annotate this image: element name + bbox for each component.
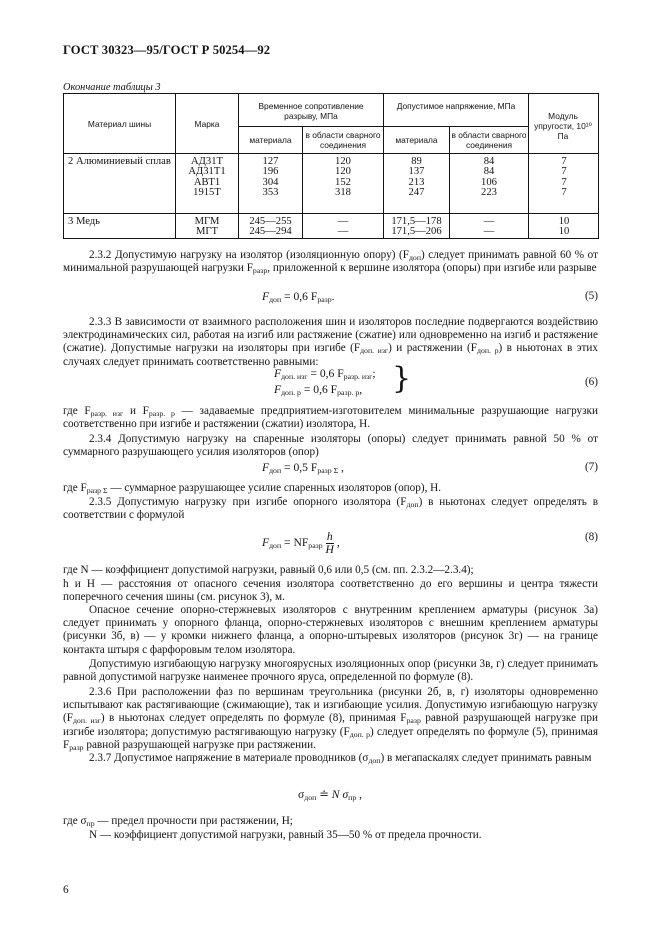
paragraph-multi-tier: Допустимую изгибающую нагрузку многоярусных изоляционных опор (рисунки 3в, г) следует принимать равной допустимой нагрузке наименее прочного яруса, определенной по формуле (8). xyxy=(63,658,598,684)
row1-resist-material: 127 196 304 353 xyxy=(262,156,279,199)
paragraph-2-3-2: 2.3.2 Допустимую нагрузку на изолятор (изоляционную опору) $(F_{доп})$ следует принимать равной 60 % от минимальной разрушающей нагрузки $F_{разр}$, приложенной к вершине изолятора (опоры) при изгибе или разрыве xyxy=(63,249,598,276)
sub-head-material-2: материала xyxy=(395,135,438,145)
where-9: где $\sigma_{пр}$ — предел прочности при растяжении, Н; xyxy=(63,815,293,828)
row2-material: 3 Медь xyxy=(68,216,101,227)
col-head-brand: Марка xyxy=(194,119,220,129)
sub-head-material-1: материала xyxy=(249,135,292,145)
page-number: 6 xyxy=(63,884,69,896)
paragraph-2-3-7: 2.3.7 Допустимое напряжение в материале проводников $(\sigma_{доп})$ в мегапаскалях следует принимать равным xyxy=(89,752,592,765)
where-8-n: где N — коэффициент допустимой нагрузки, равный 0,6 или 0,5 (см. пп. 2.3.2—2.3.4); xyxy=(63,564,474,576)
formula-7-number: (7) xyxy=(584,461,598,473)
formula-6-number: (6) xyxy=(584,376,598,388)
row1-brands: АД31Т АД31Т1 АВТ1 1915Т xyxy=(188,156,226,199)
sub-head-weld-1: в области сварного соединения xyxy=(305,130,381,150)
formula-6-brace: } xyxy=(392,361,412,396)
table-caption: Окончание таблицы 3 xyxy=(63,82,161,93)
where-6: где $F_{разр. изг}$ и $F_{разр. р}$ — задаваемые предприятием-изготовителем минимальные разрушающие нагрузки соответственно при изгибе и растяжении (сжатии) изолятора, Н. xyxy=(63,405,598,431)
row2-allow-weld: — — xyxy=(483,216,495,238)
paragraph-2-3-5: 2.3.5 Допустимую нагрузку при изгибе опорного изолятора $(F_{доп})$ в ньютонах следует определять в соответствии с формулой xyxy=(63,496,598,522)
formula-6-line-1: $F_{доп. изг} = 0,6$ $F_{разр. изг}$; xyxy=(274,367,376,381)
row1-modulus: 7 7 7 7 xyxy=(561,156,567,199)
row1-allow-weld: 84 84 106 223 xyxy=(481,156,497,199)
where-8-h: h и H — расстояния от опасного сечения изолятора соответственно до его вершины и центра тяжести поперечного сечения шины (см. рисунок 3), м. xyxy=(63,578,598,604)
row1-material: 2 Алюминиевый сплав xyxy=(68,156,171,167)
col-head-resistance: Временное сопротивление разрыву, МПа xyxy=(258,101,364,121)
document-header: ГОСТ 30323—95/ГОСТ Р 50254—92 xyxy=(63,43,271,57)
formula-5: $F_{доп} = 0,6$ $F_{разр}$. xyxy=(262,290,335,304)
formula-9: $\sigma_{доп}$ ≐ N $\sigma_{пр}$ , xyxy=(298,788,363,802)
paragraph-2-3-3: 2.3.3 В зависимости от взаимного расположения шин и изоляторов последние подвергаются воздействию электродинамических сил, работая на изгиб или растяжение (сжатие) или одновременно на изгиб и растяжение (сжатие). Допустимые нагрузки на изоляторы при изгибе $(F_{доп. изг})$ и растяжении $(F_{доп. р})$ в ньютонах в этих случаях следует принимать соответственно равными: xyxy=(63,316,598,368)
col-head-material: Материал шины xyxy=(87,119,152,129)
formula-8-fraction: $\frac{h}{H}$ xyxy=(325,530,334,556)
paragraph-danger-section: Опасное сечение опорно-стержневых изоляторов с внутренним креплением арматуры (рисунок 3а) следует принимать у опорного фланца, опорно-стержневых изоляторов с внешним креплением арматуры (рисунки 3б, в) — у кромки нижнего фланца, а опорно-штыревых изоляторов (рисунок 3г) — на границе контакта штыря с фарфоровым телом изолятора. xyxy=(63,604,598,656)
row1-allow-material: 89 137 213 247 xyxy=(408,156,425,199)
where-9-n: N — коэффициент допустимой нагрузки, равный 35—50 % от предела прочности. xyxy=(89,829,482,841)
where-7: где $F_{разр \Sigma}$ — суммарное разрушающее усилие спаренных изоляторов (опор), Н. xyxy=(63,482,442,495)
row1-resist-weld: 120 120 152 318 xyxy=(335,156,351,199)
sub-head-weld-2: в области сварного соединения xyxy=(451,130,527,150)
col-head-modulus: Модуль упругости, 10¹⁰ Па xyxy=(534,111,592,141)
row2-allow-material: 171,5—178 171,5—206 xyxy=(391,216,442,238)
row2-resist-weld: — — xyxy=(337,216,349,238)
row2-resist-material: 245—255 245—294 xyxy=(249,216,292,238)
paragraph-2-3-6: 2.3.6 При расположении фаз по вершинам треугольника (рисунки 2б, в, г) изоляторы одновременно испытывают как растягивающие (сжимающие), так и изгибающие усилия. Допустимую изгибающую нагрузку $(F_{доп. изг})$ в ньютонах следует определять по формуле (8), принимая $F_{разр}$ равной разрушающей нагрузке при изгибе изолятора; допустимую растягивающую нагрузку $(F_{доп. р})$ следует определять по формуле (5), принимая $F_{разр}$ равной разрушающей нагрузке при растяжении. xyxy=(63,686,599,752)
formula-8-number: (8) xyxy=(584,531,598,543)
paragraph-2-3-4: 2.3.4 Допустимую нагрузку на спаренные изоляторы (опоры) следует принимать равной 50 % от суммарного разрушающего усилия изоляторов (опор) xyxy=(63,433,598,459)
formula-7: $F_{доп} = 0,5$ $F_{разр \Sigma}$ , xyxy=(262,461,344,475)
col-head-allowable: Допустимое напряжение, МПа xyxy=(396,101,516,111)
formula-5-number: (5) xyxy=(584,290,598,302)
materials-table xyxy=(63,93,599,239)
row2-brands: МГМ МГТ xyxy=(194,216,220,238)
formula-6-line-2: $F_{доп. р} = 0,6$ $F_{разр. р}$, xyxy=(274,383,363,397)
row2-modulus: 10 10 xyxy=(558,216,570,238)
formula-8: $F_{доп} = NF_{разр}$ $\frac{h}{H}$ , xyxy=(262,530,340,556)
